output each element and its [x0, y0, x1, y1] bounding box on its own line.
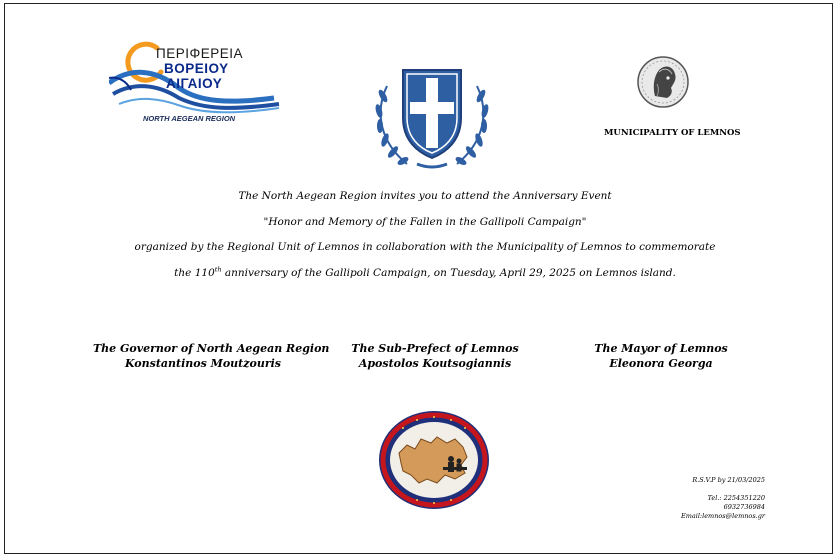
region-name-line1: ΠΕΡΙΦΕΡΕΙΑ: [156, 46, 244, 61]
gallipoli-commemoration-seal-icon: [377, 409, 491, 511]
rsvp-phone-2: 6932736984: [723, 503, 765, 511]
invitation-line-2: "Honor and Memory of the Fallen in the Gallipoli Campaign": [263, 215, 587, 228]
signatory-title: The Sub-Prefect of Lemnos: [351, 342, 519, 355]
region-name-line3: ΑΙΓΑΙΟΥ: [166, 76, 223, 91]
rsvp-block: [645, 476, 765, 521]
signatory-name: Konstantinos Moutzouris: [124, 357, 281, 370]
invitation-line-4-end: anniversary of the Gallipoli Campaign, on Tuesday, April 29, 2025 on Lemnos island.: [221, 266, 676, 279]
rsvp-deadline: R.S.V.P by 21/03/2025: [692, 476, 765, 484]
signatory-name: Eleonora Georga: [609, 357, 713, 370]
rsvp-email: Email:lemnos@lemnos.gr: [680, 512, 765, 520]
rsvp-phone-1: Tel.: 2254351220: [707, 494, 765, 502]
ordinal-suffix: th: [214, 265, 222, 273]
ancient-coin-icon: [635, 54, 691, 110]
region-name-line2: ΒΟΡΕΙΟΥ: [164, 61, 229, 76]
signatory-mayor: [551, 341, 771, 371]
invitation-card: [4, 3, 833, 554]
north-aegean-region-logo: [109, 38, 289, 128]
invitation-text: [65, 184, 785, 286]
signatory-sub-prefect: [325, 341, 545, 371]
signatory-governor: [93, 341, 330, 371]
signatory-name: Apostolos Koutsogiannis: [358, 357, 512, 370]
signatory-title: The Mayor of Lemnos: [594, 342, 728, 355]
invitation-line-4-start: the 110: [174, 266, 215, 279]
municipality-label: MUNICIPALITY OF LEMNOS: [604, 128, 741, 138]
greek-coat-of-arms-icon: [367, 56, 497, 174]
region-subtitle: NORTH AEGEAN REGION: [143, 114, 236, 123]
signatory-title: The Governor of North Aegean Region: [93, 342, 330, 355]
invitation-line-3: organized by the Regional Unit of Lemnos in collaboration with the Municipality of Lemnos to commemorate: [134, 241, 716, 253]
invitation-line-1: The North Aegean Region invites you to attend the Anniversary Event: [238, 190, 612, 202]
invitation-line-4: [65, 261, 785, 287]
